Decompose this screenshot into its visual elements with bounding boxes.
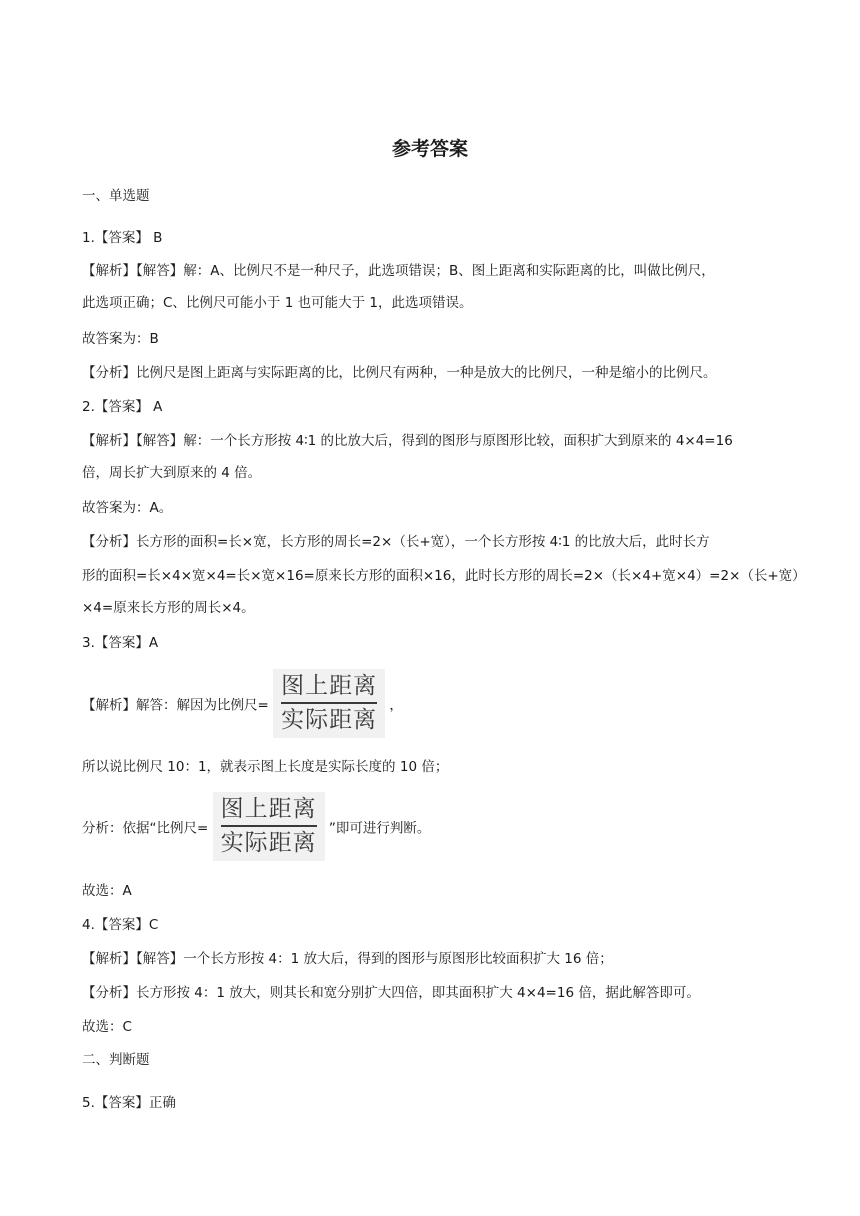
fraction-bar xyxy=(221,825,317,827)
q1-answer: 1.【答案】 B xyxy=(82,230,163,246)
q4-analysis: 【解析】【解答】一个长方形按 4：1 放大后，得到的图形与原图形比较面积扩大 16 倍； xyxy=(82,951,613,967)
fraction-bar xyxy=(281,702,377,704)
q1-analysis-line1: 【解析】【解答】解：A、比例尺不是一种尺子，此选项错误；B、图上距离和实际距离的比，叫做比例尺， xyxy=(82,263,715,279)
fraction-denominator: 实际距离 xyxy=(281,707,378,733)
section-heading-true-false: 二、判断题 xyxy=(82,1052,150,1068)
q3-fenxi-suffix: ”即可进行判断。 xyxy=(328,820,431,837)
q2-analysis-line2: 倍，周长扩大到原来的 4 倍。 xyxy=(82,465,262,481)
q3-conclusion: 故选：A xyxy=(82,883,132,899)
q3-analysis-line xyxy=(82,669,403,738)
q3-analysis-suffix: ， xyxy=(389,697,403,714)
fraction-numerator: 图上距离 xyxy=(220,796,317,822)
q2-analysis-line1: 【解析】【解答】解：一个长方形按 4∶1 的比放大后，得到的图形与原图形比较，面积扩大到原来的 4×4=16 xyxy=(82,433,733,449)
page-title: 参考答案 xyxy=(391,138,468,160)
q3-line2: 所以说比例尺 10：1，就表示图上长度是实际长度的 10 倍； xyxy=(82,759,449,775)
q1-conclusion: 故答案为：B xyxy=(82,331,159,347)
scale-ratio-fraction-image xyxy=(213,792,325,861)
q2-answer: 2.【答案】 A xyxy=(82,399,163,415)
scale-ratio-fraction-image xyxy=(273,669,385,738)
q3-analysis-prefix: 【解析】解答：解因为比例尺= xyxy=(82,697,269,714)
q4-fenxi: 【分析】长方形按 4：1 放大，则其长和宽分别扩大四倍，即其面积扩大 4×4=16 倍，据此解答即可。 xyxy=(82,985,700,1001)
fraction-numerator: 图上距离 xyxy=(281,673,378,699)
q3-fenxi-line xyxy=(82,792,430,861)
q1-fenxi: 【分析】比例尺是图上距离与实际距离的比，比例尺有两种，一种是放大的比例尺，一种是缩小的比例尺。 xyxy=(82,365,717,381)
q2-fenxi-line2: 形的面积=长×4×宽×4=长×宽×16=原来长方形的面积×16，此时长方形的周长=2×（长×4+宽×4）=2×（长+宽） xyxy=(82,568,806,584)
q1-analysis-line2: 此选项正确；C、比例尺可能小于 1 也可能大于 1，此选项错误。 xyxy=(82,295,473,311)
q5-answer: 5.【答案】正确 xyxy=(82,1095,176,1111)
q4-answer: 4.【答案】C xyxy=(82,917,159,933)
q2-fenxi-line3: ×4=原来长方形的周长×4。 xyxy=(82,600,255,616)
q3-fenxi-prefix: 分析：依据“比例尺= xyxy=(82,820,209,837)
q4-conclusion: 故选：C xyxy=(82,1019,132,1035)
q2-fenxi-line1: 【分析】长方形的面积=长×宽，长方形的周长=2×（长+宽），一个长方形按 4∶1 的比放大后，此时长方 xyxy=(82,534,710,550)
section-heading-single-choice: 一、单选题 xyxy=(82,188,150,204)
q3-answer: 3.【答案】A xyxy=(82,635,159,651)
q2-conclusion: 故答案为：A。 xyxy=(82,500,173,516)
fraction-denominator: 实际距离 xyxy=(220,830,317,856)
